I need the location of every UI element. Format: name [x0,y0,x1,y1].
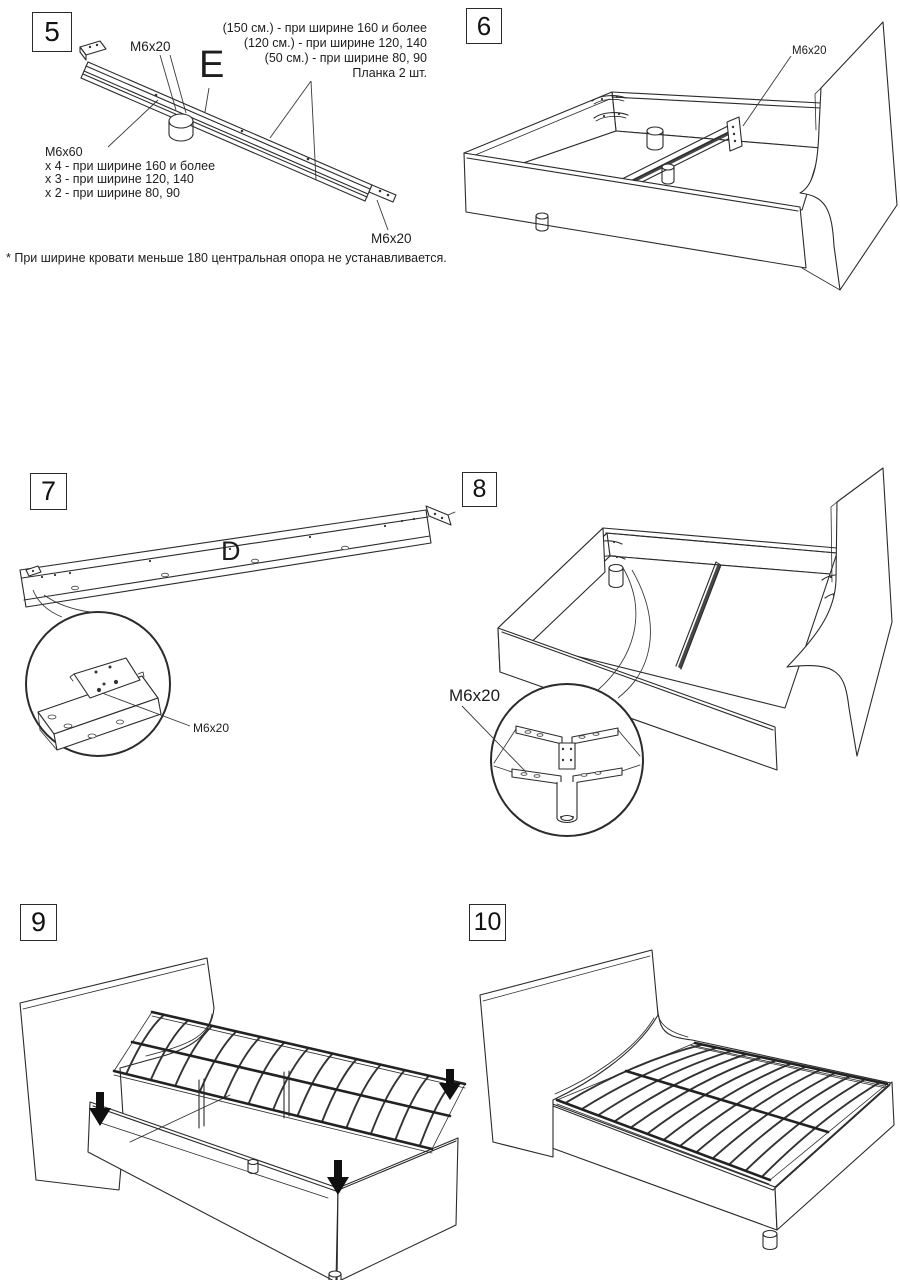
storage-box-front-face [88,1102,338,1280]
bolt-label-m6x20-step6: M6x20 [792,45,827,57]
center-support-leg [169,114,193,141]
bolt-label-m6x20-bottom: M6x20 [371,231,412,246]
far-swoosh [652,952,692,1040]
bolt-label-m6x20-step7: M6x20 [193,721,230,735]
step-number-6: 6 [476,10,492,41]
step6-illustration-frame-with-center-beam [450,0,900,320]
leader-line [377,200,388,230]
part-letter-e: E [199,44,225,86]
size-option-line: (120 см.) - при ширине 120, 140 [243,36,427,50]
step9-illustration-lowering-slat-bases [0,890,470,1280]
storage-box-right-face [337,1138,458,1280]
detail-leg-cylinder [557,782,577,823]
bolt-quantity-options [45,146,215,200]
step-number-5: 5 [44,16,60,47]
step8-illustration-assembled-frame [440,460,900,855]
bolt-option-line: M6x60 [45,145,83,159]
slat-group [126,1015,453,1146]
end-bracket-left [80,41,106,60]
plank-size-options [205,21,427,81]
step10-illustration-finished-bed [455,890,900,1280]
bolt-label-m6x20-step8: M6x20 [449,686,501,705]
end-bracket-left [26,566,41,576]
bed-leg [763,1231,777,1250]
step-number-10: 10 [473,908,502,936]
leader-line [205,88,209,112]
bolt-option-line: x 4 - при ширине 160 и более [45,158,216,173]
end-bracket-right [369,185,396,202]
step-number-8: 8 [472,475,487,503]
size-option-line: (150 см.) - при ширине 160 и более [222,21,427,35]
footnote-text: * При ширине кровати меньше 180 центральная опора не устанавливается. [6,251,447,265]
leader-line [108,100,158,147]
step-number-7: 7 [40,476,57,506]
leader-line [170,55,186,113]
part-letter-d: D [221,536,241,566]
leader-line [270,81,311,138]
step-number-9: 9 [30,907,47,937]
bolt-option-line: x 2 - при ширине 80, 90 [45,185,180,200]
frame-right-face [775,1082,894,1230]
size-option-line: Планка 2 шт. [352,66,427,80]
step7-illustration-front-rail-d [0,460,460,805]
size-option-line: (50 см.) - при ширине 80, 90 [264,51,427,65]
bolt-label-m6x20-top: M6x20 [130,39,171,54]
bolt-option-line: x 3 - при ширине 120, 140 [45,172,194,187]
